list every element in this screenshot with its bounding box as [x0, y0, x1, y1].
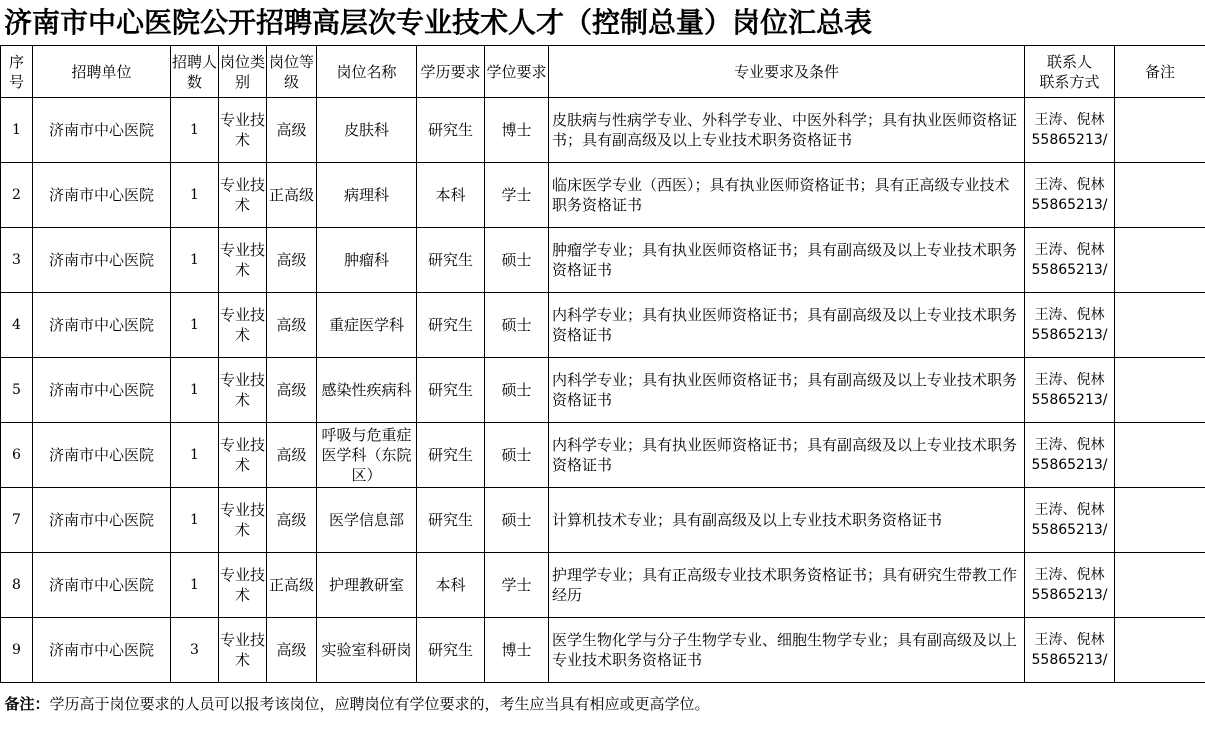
cell-unit: 济南市中心医院: [33, 228, 171, 293]
cell-degree: 学士: [485, 163, 549, 228]
cell-level: 高级: [267, 618, 317, 683]
cell-requirements: 内科学专业；具有执业医师资格证书；具有副高级及以上专业技术职务资格证书: [549, 358, 1025, 423]
cell-degree: 博士: [485, 618, 549, 683]
cell-seq: 3: [1, 228, 33, 293]
cell-unit: 济南市中心医院: [33, 618, 171, 683]
contact-name: 王涛、倪林: [1034, 372, 1105, 388]
cell-category: 专业技术: [219, 618, 267, 683]
cell-category: 专业技术: [219, 423, 267, 488]
table-row: [1, 163, 1205, 228]
contact-name: 王涛、倪林: [1034, 112, 1105, 128]
cell-contact: [1025, 228, 1115, 293]
cell-level: 正高级: [267, 163, 317, 228]
cell-education: 研究生: [417, 618, 485, 683]
table-row: [1, 488, 1205, 553]
contact-name: 王涛、倪林: [1034, 632, 1105, 648]
cell-remarks: [1115, 228, 1205, 293]
cell-education: 研究生: [417, 228, 485, 293]
contact-name: 王涛、倪林: [1034, 242, 1105, 258]
cell-remarks: [1115, 98, 1205, 163]
cell-category: 专业技术: [219, 163, 267, 228]
cell-remarks: [1115, 553, 1205, 618]
cell-requirements: 内科学专业；具有执业医师资格证书；具有副高级及以上专业技术职务资格证书: [549, 293, 1025, 358]
cell-count: 1: [171, 488, 219, 553]
cell-education: 研究生: [417, 98, 485, 163]
cell-requirements: 皮肤病与性病学专业、外科学专业、中医外科学；具有执业医师资格证书；具有副高级及以上专业技术职务资格证书: [549, 98, 1025, 163]
cell-category: 专业技术: [219, 553, 267, 618]
header-level: 岗位等级: [267, 46, 317, 98]
cell-remarks: [1115, 488, 1205, 553]
header-contact-person: 联系人: [1046, 52, 1092, 71]
cell-degree: 硕士: [485, 423, 549, 488]
contact-name: 王涛、倪林: [1034, 567, 1105, 583]
cell-unit: 济南市中心医院: [33, 358, 171, 423]
header-category: 岗位类别: [219, 46, 267, 98]
contact-phone: 55865213/: [1031, 457, 1108, 473]
cell-category: 专业技术: [219, 358, 267, 423]
contact-phone: 55865213/: [1031, 522, 1108, 538]
header-degree: 学位要求: [485, 46, 549, 98]
cell-post-name: 呼吸与危重症医学科（东院区）: [317, 423, 417, 488]
cell-requirements: 内科学专业；具有执业医师资格证书；具有副高级及以上专业技术职务资格证书: [549, 423, 1025, 488]
cell-post-name: 感染性疾病科: [317, 358, 417, 423]
cell-education: 研究生: [417, 423, 485, 488]
cell-seq: 7: [1, 488, 33, 553]
header-name: 岗位名称: [317, 46, 417, 98]
positions-table: [0, 45, 1205, 725]
cell-unit: 济南市中心医院: [33, 293, 171, 358]
contact-name: 王涛、倪林: [1034, 307, 1105, 323]
cell-category: 专业技术: [219, 488, 267, 553]
cell-post-name: 实验室科研岗: [317, 618, 417, 683]
cell-post-name: 肿瘤科: [317, 228, 417, 293]
cell-remarks: [1115, 293, 1205, 358]
cell-education: 本科: [417, 163, 485, 228]
table-row: [1, 293, 1205, 358]
contact-phone: 55865213/: [1031, 327, 1108, 343]
cell-contact: [1025, 553, 1115, 618]
cell-requirements: 护理学专业；具有正高级专业技术职务资格证书；具有研究生带教工作经历: [549, 553, 1025, 618]
header-contact: [1025, 46, 1115, 98]
cell-post-name: 重症医学科: [317, 293, 417, 358]
header-row: [1, 46, 1205, 98]
cell-level: 高级: [267, 228, 317, 293]
cell-degree: 硕士: [485, 228, 549, 293]
cell-unit: 济南市中心医院: [33, 163, 171, 228]
cell-seq: 1: [1, 98, 33, 163]
cell-count: 1: [171, 293, 219, 358]
cell-unit: 济南市中心医院: [33, 98, 171, 163]
cell-seq: 8: [1, 553, 33, 618]
header-remarks: 备注: [1115, 46, 1205, 98]
header-contact-method: 联系方式: [1039, 72, 1100, 91]
cell-level: 高级: [267, 293, 317, 358]
table-row: [1, 228, 1205, 293]
contact-phone: 55865213/: [1031, 392, 1108, 408]
cell-seq: 6: [1, 423, 33, 488]
cell-education: 研究生: [417, 488, 485, 553]
contact-phone: 55865213/: [1031, 652, 1108, 668]
cell-post-name: 皮肤科: [317, 98, 417, 163]
cell-count: 3: [171, 618, 219, 683]
cell-level: 正高级: [267, 553, 317, 618]
cell-degree: 硕士: [485, 488, 549, 553]
note-row: [1, 683, 1205, 726]
cell-count: 1: [171, 163, 219, 228]
cell-remarks: [1115, 163, 1205, 228]
cell-contact: [1025, 293, 1115, 358]
cell-contact: [1025, 163, 1115, 228]
cell-category: 专业技术: [219, 228, 267, 293]
document-title: 济南市中心医院公开招聘高层次专业技术人才（控制总量）岗位汇总表: [4, 6, 873, 39]
table-row: [1, 618, 1205, 683]
contact-name: 王涛、倪林: [1034, 177, 1105, 193]
cell-category: 专业技术: [219, 293, 267, 358]
header-seq: 序号: [1, 46, 33, 98]
contact-name: 王涛、倪林: [1034, 502, 1105, 518]
contact-phone: 55865213/: [1031, 587, 1108, 603]
cell-level: 高级: [267, 358, 317, 423]
cell-seq: 9: [1, 618, 33, 683]
cell-degree: 硕士: [485, 358, 549, 423]
cell-contact: [1025, 618, 1115, 683]
cell-contact: [1025, 423, 1115, 488]
cell-contact: [1025, 488, 1115, 553]
cell-unit: 济南市中心医院: [33, 488, 171, 553]
table-row: [1, 423, 1205, 488]
cell-education: 研究生: [417, 293, 485, 358]
table-row: [1, 553, 1205, 618]
cell-seq: 4: [1, 293, 33, 358]
cell-requirements: 医学生物化学与分子生物学专业、细胞生物学专业；具有副高级及以上专业技术职务资格证书: [549, 618, 1025, 683]
cell-education: 本科: [417, 553, 485, 618]
note-cell: [1, 683, 1205, 726]
cell-remarks: [1115, 358, 1205, 423]
cell-level: 高级: [267, 423, 317, 488]
cell-unit: 济南市中心医院: [33, 553, 171, 618]
cell-post-name: 病理科: [317, 163, 417, 228]
cell-seq: 5: [1, 358, 33, 423]
cell-degree: 学士: [485, 553, 549, 618]
note-text: 学历高于岗位要求的人员可以报考该岗位，应聘岗位有学位要求的，考生应当具有相应或更高学位。: [49, 695, 710, 713]
cell-unit: 济南市中心医院: [33, 423, 171, 488]
cell-requirements: 临床医学专业（西医）；具有执业医师资格证书；具有正高级专业技术职务资格证书: [549, 163, 1025, 228]
contact-phone: 55865213/: [1031, 197, 1108, 213]
contact-phone: 55865213/: [1031, 262, 1108, 278]
cell-level: 高级: [267, 488, 317, 553]
cell-requirements: 肿瘤学专业；具有执业医师资格证书；具有副高级及以上专业技术职务资格证书: [549, 228, 1025, 293]
table-row: [1, 358, 1205, 423]
cell-count: 1: [171, 358, 219, 423]
cell-degree: 博士: [485, 98, 549, 163]
cell-remarks: [1115, 618, 1205, 683]
cell-contact: [1025, 98, 1115, 163]
header-requirements: 专业要求及条件: [549, 46, 1025, 98]
cell-degree: 硕士: [485, 293, 549, 358]
header-count: 招聘人数: [171, 46, 219, 98]
cell-count: 1: [171, 228, 219, 293]
cell-contact: [1025, 358, 1115, 423]
contact-name: 王涛、倪林: [1034, 437, 1105, 453]
contact-phone: 55865213/: [1031, 132, 1108, 148]
header-education: 学历要求: [417, 46, 485, 98]
cell-education: 研究生: [417, 358, 485, 423]
cell-count: 1: [171, 423, 219, 488]
cell-count: 1: [171, 553, 219, 618]
cell-count: 1: [171, 98, 219, 163]
note-label: 备注：: [4, 695, 50, 713]
cell-post-name: 医学信息部: [317, 488, 417, 553]
cell-level: 高级: [267, 98, 317, 163]
table-row: [1, 98, 1205, 163]
cell-seq: 2: [1, 163, 33, 228]
cell-post-name: 护理教研室: [317, 553, 417, 618]
header-unit: 招聘单位: [33, 46, 171, 98]
cell-category: 专业技术: [219, 98, 267, 163]
cell-requirements: 计算机技术专业；具有副高级及以上专业技术职务资格证书: [549, 488, 1025, 553]
cell-remarks: [1115, 423, 1205, 488]
